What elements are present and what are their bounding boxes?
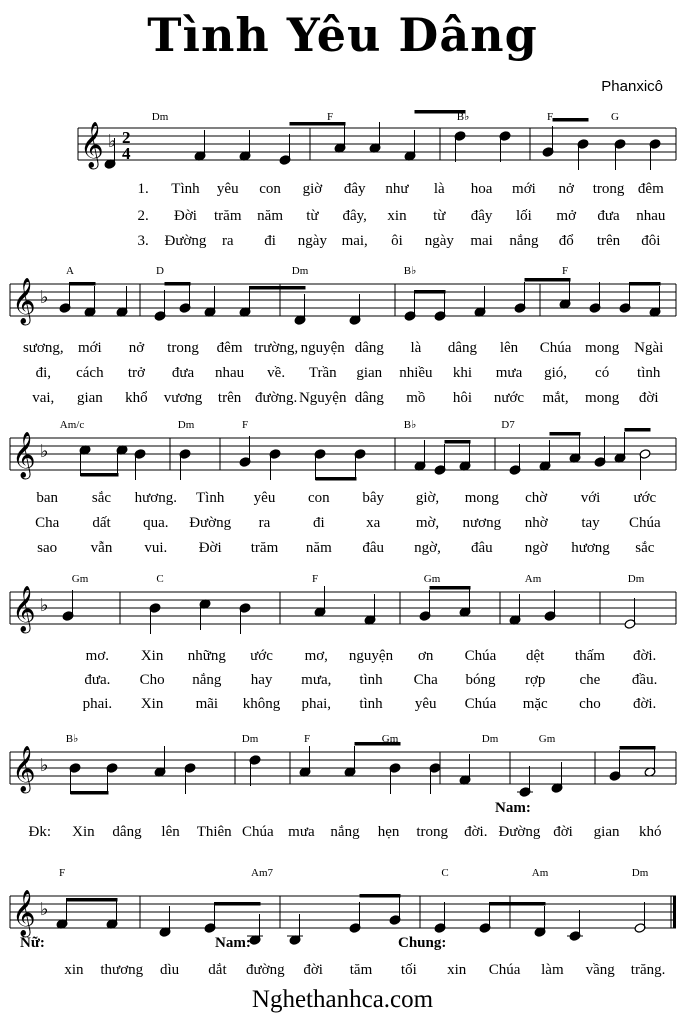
- lyric-word: Ngài: [634, 340, 664, 356]
- lyric-word: tối: [400, 962, 417, 978]
- voice-role-label: Nam:: [495, 800, 531, 816]
- lyric-word: đầu.: [631, 672, 658, 688]
- lyric-word: Tình: [171, 181, 200, 197]
- chord-symbol: F: [58, 867, 66, 879]
- notes-system-2: [59, 278, 661, 325]
- lyric-word: dất: [92, 515, 111, 531]
- lyric-word: ngờ: [524, 540, 548, 556]
- lyric-word: thương: [100, 962, 144, 978]
- lyric-word: sao: [37, 540, 58, 556]
- lyric-word: ngờ,: [414, 540, 441, 556]
- lyric-word: nhau: [214, 365, 245, 381]
- composer-name: Phanxicô: [601, 78, 663, 95]
- lyric-word: mặc: [522, 696, 548, 712]
- lyric-word: Chúa: [488, 962, 521, 978]
- lyric-word: vui.: [144, 540, 168, 556]
- chord-symbol: B♭: [65, 733, 79, 745]
- final-barline-thick: [673, 896, 676, 928]
- staff-system-4: [10, 586, 676, 634]
- lyric-word: nắng: [509, 233, 539, 249]
- lyric-word: trở: [127, 365, 145, 381]
- lyric-word: ban: [36, 490, 59, 506]
- lyric-word: Chúa: [539, 340, 572, 356]
- chord-symbol: F: [241, 419, 249, 431]
- lyric-word: vai,: [32, 390, 55, 406]
- note-beam: [67, 898, 118, 902]
- note-beam: [430, 586, 471, 590]
- lyric-word: về.: [267, 365, 286, 381]
- lyric-word: trên: [596, 233, 621, 249]
- chord-symbol: Gm: [71, 573, 89, 585]
- lyric-word: trăm: [250, 540, 279, 556]
- lyric-word: yêu: [216, 181, 239, 197]
- lyric-word: mai: [470, 233, 493, 249]
- lyric-word: là: [410, 340, 422, 356]
- lyric-word: đời.: [632, 648, 657, 664]
- lyric-word: 3.: [137, 233, 149, 249]
- lyric-word: sắc: [635, 540, 655, 556]
- treble-clef-icon: 𝄞: [12, 890, 36, 936]
- lyric-word: hoa: [470, 181, 493, 197]
- lyric-word: ngày: [424, 233, 454, 249]
- chord-symbol: Am/c: [59, 419, 85, 431]
- lyric-word: nở: [558, 181, 574, 197]
- lyric-word: mong: [464, 490, 499, 506]
- lyric-word: những: [187, 648, 226, 664]
- lyric-word: chờ: [525, 490, 548, 506]
- lyric-word: không: [242, 696, 281, 712]
- lyric-word: trong: [167, 340, 199, 356]
- lyric-word: đưa: [171, 365, 195, 381]
- lyric-word: nương: [462, 515, 502, 531]
- lyric-word: Đường: [189, 515, 232, 531]
- lyric-word: 1.: [137, 181, 149, 197]
- lyric-word: vẫn: [90, 540, 113, 556]
- note-beam: [445, 440, 471, 444]
- lyric-word: đời: [303, 962, 323, 978]
- chord-symbol: Am: [524, 573, 542, 585]
- lyric-word: nắng: [330, 824, 360, 840]
- lyric-word: Xin: [72, 824, 95, 840]
- chord-symbol: Am7: [251, 867, 273, 879]
- lyric-word: lối: [516, 208, 532, 224]
- lyric-word: sương,: [22, 340, 64, 356]
- lyric-word: Đk:: [28, 824, 52, 840]
- key-flat-icon: ♭: [40, 287, 49, 308]
- song-title: Tình Yêu Dâng: [147, 8, 538, 62]
- lyric-word: đổ: [558, 233, 574, 249]
- lyric-word: từ: [306, 208, 319, 224]
- lyric-word: ước: [250, 648, 273, 664]
- lyric-word: Thiên: [196, 824, 232, 840]
- lyric-word: Nguyện: [298, 390, 347, 406]
- lyric-word: dâng: [354, 390, 384, 406]
- lyric-word: cách: [76, 365, 104, 381]
- lyric-word: Cha: [35, 515, 60, 531]
- lyric-word: nước: [493, 390, 525, 406]
- lyric-word: hương: [571, 540, 610, 556]
- voice-role-label: Nữ:: [20, 935, 45, 951]
- lyric-word: mới: [512, 181, 536, 197]
- lyric-word: dâng: [112, 824, 142, 840]
- note-beam: [620, 746, 656, 750]
- lyric-word: như: [385, 181, 409, 197]
- lyric-word: nhờ: [524, 515, 548, 531]
- chord-symbol: Dm: [291, 265, 309, 277]
- lyric-word: vầng: [585, 962, 615, 978]
- lyric-word: nhau: [636, 208, 666, 224]
- lyric-word: xin: [447, 962, 467, 978]
- lyric-word: mờ,: [415, 515, 440, 531]
- lyric-word: hẹn: [377, 824, 400, 840]
- lyric-word: vương: [163, 390, 203, 406]
- lyric-word: lên: [499, 340, 519, 356]
- lyric-word: mưa,: [301, 672, 332, 688]
- staff-system-6: [10, 890, 676, 938]
- chord-symbol: B♭: [456, 111, 470, 123]
- lyric-word: Đời: [173, 208, 197, 224]
- chord-symbol: Am: [531, 867, 549, 879]
- note-beam: [215, 902, 261, 906]
- notes-system-4: [62, 586, 636, 634]
- chord-symbol: A: [66, 265, 74, 277]
- lyric-word: khó: [638, 824, 662, 840]
- lyric-word: con: [307, 490, 330, 506]
- lyric-word: tăm: [349, 962, 373, 978]
- lyric-word: trường,: [254, 340, 299, 356]
- lyric-word: phai.: [82, 696, 113, 712]
- lyric-word: qua.: [143, 515, 169, 531]
- site-footer: Nghethanhca.com: [251, 986, 434, 1013]
- lyric-word: đưa: [597, 208, 620, 224]
- lyric-word: đâu: [362, 540, 385, 556]
- lyric-word: xin: [387, 208, 407, 224]
- lyric-word: dâng: [447, 340, 478, 356]
- lyric-word: ơn: [418, 648, 434, 664]
- note-beam: [290, 122, 346, 126]
- lyric-word: đời: [638, 390, 659, 406]
- lyric-word: mơ.: [85, 648, 110, 664]
- note-beam: [490, 902, 546, 906]
- lyric-word: năm: [257, 208, 283, 224]
- lyric-word: đêm: [216, 340, 243, 356]
- chord-symbol: Dm: [631, 867, 649, 879]
- lyric-word: với: [580, 490, 601, 506]
- chord-symbol: Gm: [381, 733, 399, 745]
- chord-symbol: Gm: [423, 573, 441, 585]
- lyric-word: đây,: [342, 208, 367, 224]
- lyric-word: ước: [633, 490, 657, 506]
- lyric-word: nắng: [192, 672, 222, 688]
- note-beam: [360, 894, 401, 898]
- lyric-word: tình: [359, 672, 383, 688]
- lyric-word: xin: [64, 962, 84, 978]
- lyric-word: bóng: [465, 672, 496, 688]
- lyric-word: Đời: [198, 540, 222, 556]
- lyric-word: đây: [343, 181, 366, 197]
- lyric-word: yêu: [414, 696, 437, 712]
- lyric-word: có: [595, 365, 610, 381]
- lyric-word: ra: [258, 515, 271, 531]
- lyric-word: Tình: [195, 490, 225, 506]
- lyric-word: là: [433, 181, 445, 197]
- lyric-word: dắt: [208, 962, 227, 978]
- chord-symbol: Dm: [177, 419, 195, 431]
- lyric-word: mắt,: [542, 390, 569, 406]
- lyric-word: 2.: [137, 208, 149, 224]
- notes-system-1: [104, 110, 661, 170]
- lyric-word: Đường: [498, 824, 541, 840]
- key-flat-icon: ♭: [40, 595, 49, 616]
- lyric-word: bây: [362, 490, 385, 506]
- note-beam: [415, 290, 446, 294]
- lyric-word: gian: [76, 390, 103, 406]
- time-signature-bottom: 4: [122, 144, 131, 163]
- lyric-word: đời.: [464, 824, 488, 840]
- lyric-word: đường: [246, 962, 285, 978]
- lyric-word: đường.: [254, 390, 298, 406]
- voice-role-label: Chung:: [398, 935, 447, 951]
- note-beam: [630, 282, 661, 286]
- lyric-word: trăng.: [630, 962, 666, 978]
- voice-role-label: Nam:: [215, 935, 251, 951]
- lyric-word: đây: [470, 208, 493, 224]
- lyric-word: hôi: [452, 390, 473, 406]
- lyric-word: đi: [264, 233, 276, 249]
- chord-symbol: F: [326, 111, 334, 123]
- lyric-word: trăm: [214, 208, 242, 224]
- chord-symbol: F: [311, 573, 319, 585]
- lyric-word: che: [579, 672, 601, 688]
- chord-symbol: B♭: [403, 419, 417, 431]
- lyric-word: mong: [585, 390, 620, 406]
- chord-symbol: D7: [501, 419, 515, 431]
- lyric-word: nguyện: [300, 340, 345, 356]
- note-beam: [550, 432, 581, 436]
- lyric-word: đâu: [470, 540, 493, 556]
- lyric-word: hương.: [134, 490, 177, 506]
- lyric-word: thấm: [574, 648, 605, 664]
- lyric-word: Xin: [140, 648, 164, 664]
- lyric-word: Xin: [140, 696, 164, 712]
- lyric-word: hay: [250, 672, 273, 688]
- lyric-word: ra: [221, 233, 234, 249]
- lyric-word: khi: [452, 365, 473, 381]
- chord-symbol: F: [561, 265, 569, 277]
- key-flat-icon: ♭: [40, 899, 49, 920]
- chord-symbol: Dm: [151, 111, 169, 123]
- time-signature-top: 2: [122, 128, 131, 147]
- chord-symbol: Dm: [627, 573, 645, 585]
- chord-symbol: B♭: [403, 265, 417, 277]
- note-beam: [165, 282, 191, 286]
- lyric-word: giờ,: [415, 490, 440, 506]
- note-beam: [71, 791, 109, 795]
- lyric-word: nguyện: [348, 648, 394, 664]
- note-beam: [553, 118, 589, 122]
- lyric-word: gió,: [544, 365, 568, 381]
- lyric-word: mơ,: [304, 648, 328, 664]
- lyric-word: mưa: [495, 365, 523, 381]
- lyric-word: đời.: [632, 696, 657, 712]
- lyric-word: sắc: [91, 490, 112, 506]
- lyric-word: đêm: [637, 181, 664, 197]
- lyric-word: mai,: [341, 233, 368, 249]
- lyric-word: phai,: [301, 696, 332, 712]
- chord-symbol: F: [546, 111, 554, 123]
- lyric-word: mãi: [195, 696, 219, 712]
- lyric-word: tình: [637, 365, 661, 381]
- treble-clef-icon: 𝄞: [80, 122, 104, 168]
- lyric-word: Chúa: [628, 515, 661, 531]
- lyric-word: đi: [312, 515, 325, 531]
- lyric-word: ôi: [391, 233, 403, 249]
- lyric-word: con: [259, 181, 281, 197]
- lyric-word: lên: [161, 824, 180, 840]
- treble-clef-icon: 𝄞: [12, 432, 36, 478]
- lyric-word: cho: [579, 696, 601, 712]
- lyric-word: trong: [416, 824, 449, 840]
- lyric-word: Chúa: [241, 824, 274, 840]
- note-beam: [316, 477, 357, 481]
- lyric-word: năm: [305, 540, 332, 556]
- lyric-word: làm: [541, 962, 564, 978]
- lyric-word: rợp: [524, 672, 546, 688]
- lyric-word: Trần: [308, 365, 337, 381]
- chord-symbol: Dm: [241, 733, 259, 745]
- key-flat-icon: ♭: [40, 755, 49, 776]
- lyric-word: Chúa: [464, 696, 497, 712]
- lyric-word: từ: [433, 208, 446, 224]
- lyric-word: mở: [556, 208, 577, 224]
- lyric-word: tình: [359, 696, 383, 712]
- lyric-word: Cho: [139, 672, 165, 688]
- lyric-word: mới: [77, 340, 102, 356]
- key-flat-icon: ♭: [40, 441, 49, 462]
- lyric-word: Cha: [413, 672, 438, 688]
- chord-symbol: Dm: [481, 733, 499, 745]
- lyric-word: yêu: [253, 490, 276, 506]
- lyric-word: Đường: [164, 233, 207, 249]
- lyric-word: khổ: [125, 390, 148, 406]
- chord-symbol: C: [441, 867, 449, 879]
- note-beam: [525, 278, 571, 282]
- note-beam: [81, 473, 119, 477]
- treble-clef-icon: 𝄞: [12, 746, 36, 792]
- lyric-word: đưa.: [84, 672, 111, 688]
- lyric-word: dâng: [354, 340, 384, 356]
- key-flat-icon: ♭: [108, 131, 117, 152]
- chord-symbol: F: [303, 733, 311, 745]
- notes-system-5: [69, 742, 656, 797]
- lyric-word: đi,: [35, 365, 51, 381]
- lyric-word: gian: [356, 365, 383, 381]
- lyric-word: xa: [366, 515, 381, 531]
- lyric-word: ngày: [297, 233, 327, 249]
- lyric-word: trong: [592, 181, 625, 197]
- lyric-word: dệt: [526, 648, 545, 664]
- lyric-word: tay: [581, 515, 600, 531]
- chord-symbol: G: [611, 111, 619, 123]
- chord-symbol: C: [156, 573, 164, 585]
- lyric-word: giờ: [302, 181, 323, 197]
- lyric-word: mong: [585, 340, 620, 356]
- chord-symbol: D: [156, 265, 164, 277]
- lyric-word: gian: [593, 824, 620, 840]
- treble-clef-icon: 𝄞: [12, 586, 36, 632]
- chord-symbol: Gm: [538, 733, 556, 745]
- lyric-word: Chúa: [464, 648, 497, 664]
- lyric-word: trên: [217, 390, 242, 406]
- treble-clef-icon: 𝄞: [12, 278, 36, 324]
- note-beam: [70, 282, 96, 286]
- lyric-word: mưa: [288, 824, 315, 840]
- staff-system-2: [10, 278, 676, 326]
- lyric-word: đôi: [641, 233, 661, 249]
- note-beam: [625, 428, 651, 432]
- lyric-word: đời: [553, 824, 573, 840]
- lyric-word: nhiều: [399, 365, 433, 381]
- lyric-word: dìu: [160, 962, 180, 978]
- lyric-word: nở: [128, 340, 145, 356]
- lyric-word: mồ: [406, 390, 426, 406]
- note-beam: [250, 286, 306, 290]
